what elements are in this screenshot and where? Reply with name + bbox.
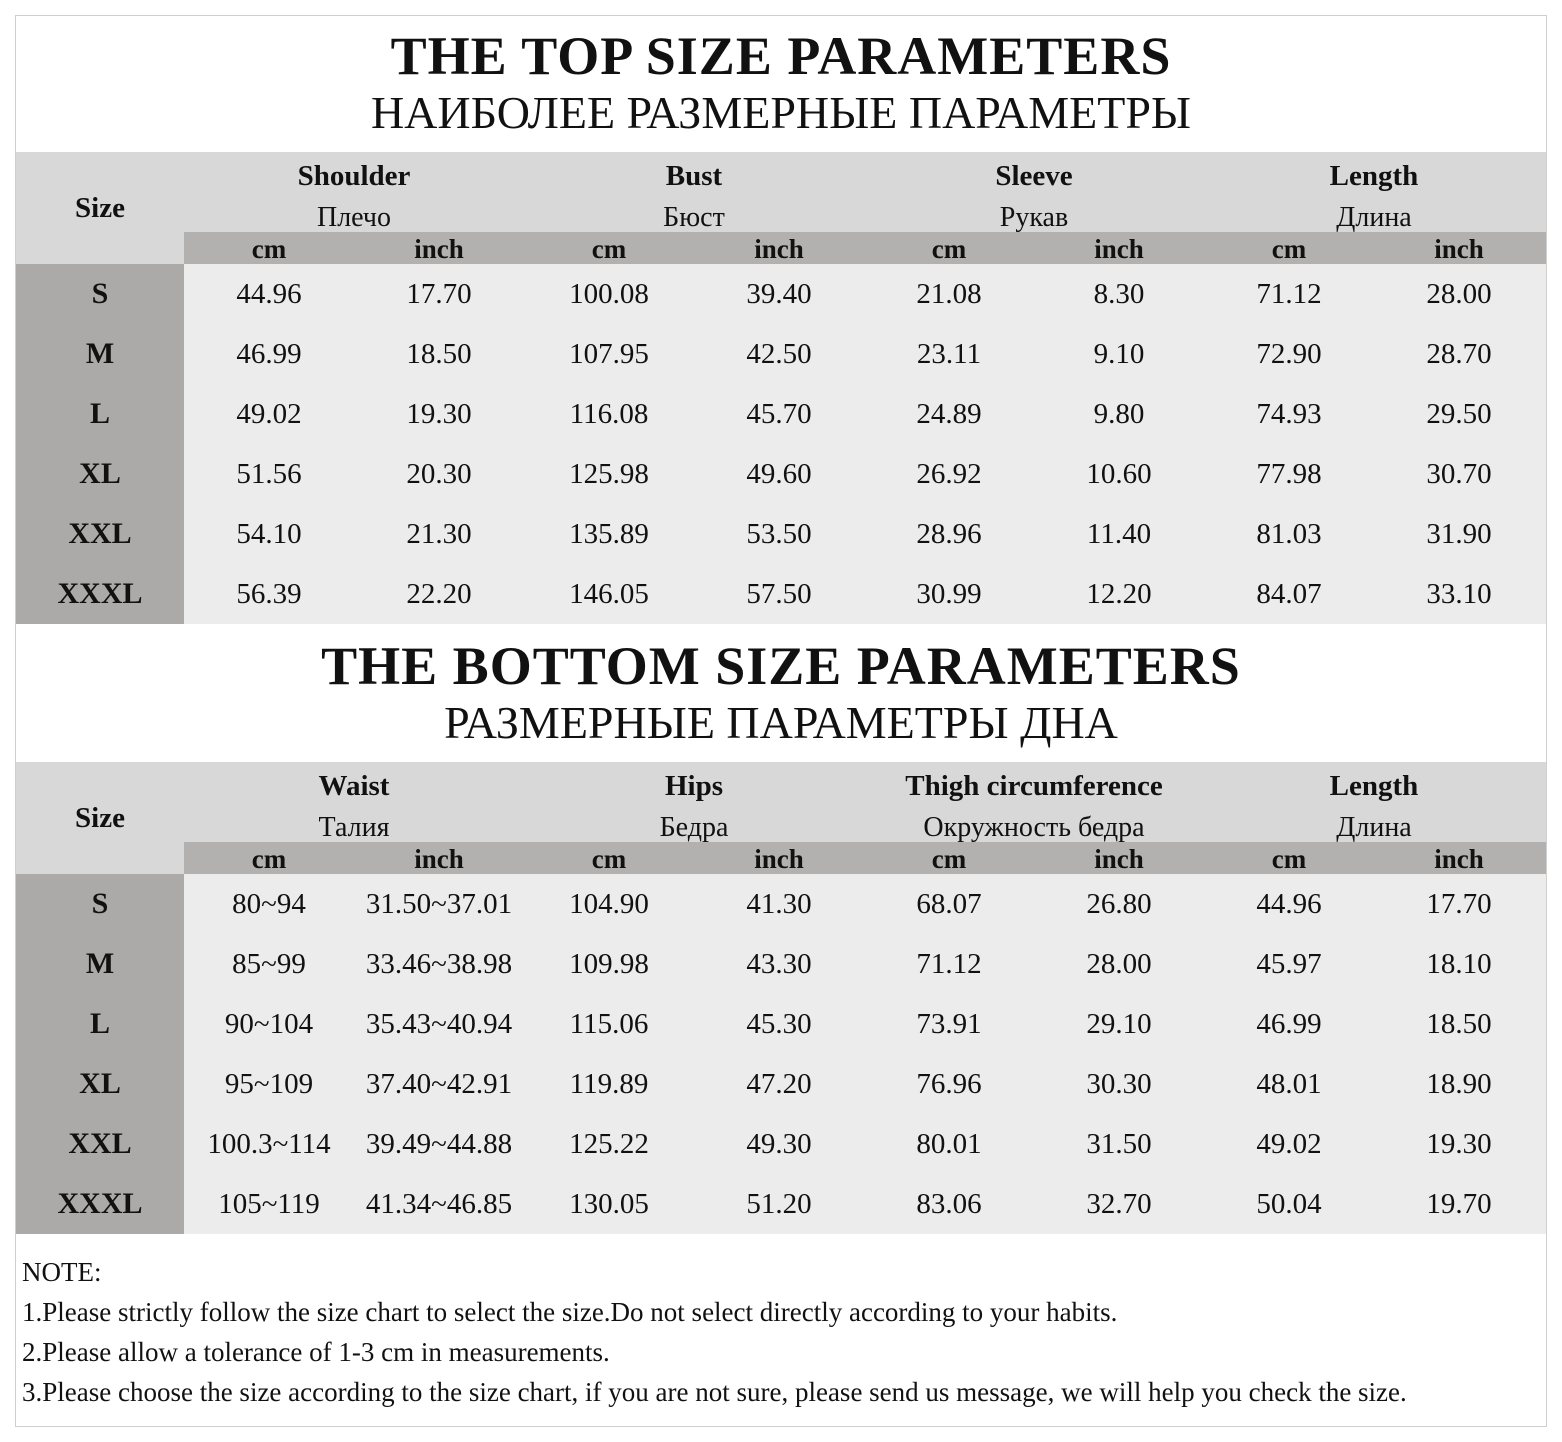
bottom-size-table: [16, 762, 1546, 1234]
value-cell: 46.99: [1256, 1008, 1322, 1040]
table-row: [16, 384, 1546, 444]
value-cell: 21.08: [916, 278, 982, 310]
value-cell: 45.70: [746, 398, 812, 430]
value-cell: 130.05: [569, 1188, 649, 1220]
table-row: [16, 444, 1546, 504]
value-cell: 23.11: [916, 338, 982, 370]
value-cell: 11.40: [1086, 518, 1152, 550]
value-cell: 51.56: [236, 458, 302, 490]
table-row: [16, 1114, 1546, 1174]
unit-label: inch: [1094, 844, 1144, 874]
value-cell: 19.30: [406, 398, 472, 430]
size-cell: XL: [79, 457, 121, 490]
column-group-name: Thigh circumference: [905, 770, 1163, 802]
value-cell: 9.80: [1093, 398, 1145, 430]
value-cell: 125.98: [569, 458, 649, 490]
value-cell: 17.70: [406, 278, 472, 310]
table-row: [16, 994, 1546, 1054]
value-cell: 30.99: [916, 578, 982, 610]
value-cell: 84.07: [1256, 578, 1322, 610]
value-cell: 125.22: [569, 1128, 649, 1160]
value-cell: 8.30: [1093, 278, 1145, 310]
value-cell: 43.30: [746, 948, 812, 980]
column-group-name: Hips: [664, 770, 724, 802]
table-row: [16, 504, 1546, 564]
value-cell: 47.20: [746, 1068, 812, 1100]
unit-label: cm: [931, 234, 967, 264]
column-group-header: [864, 762, 1204, 844]
value-cell: 73.91: [916, 1008, 982, 1040]
value-cell: 81.03: [1256, 518, 1322, 550]
value-cell: 48.01: [1256, 1068, 1322, 1100]
size-cell: XXXL: [57, 1187, 143, 1220]
value-cell: 85~99: [232, 948, 306, 980]
column-group-name: Sleeve: [995, 160, 1073, 192]
value-cell: 28.70: [1426, 338, 1492, 370]
column-group-name: Shoulder: [297, 160, 411, 192]
value-cell: 20.30: [406, 458, 472, 490]
unit-label: inch: [754, 844, 804, 874]
table-row: [16, 1174, 1546, 1234]
value-cell: 26.80: [1086, 888, 1152, 920]
value-cell: 12.20: [1086, 578, 1152, 610]
value-cell: 68.07: [916, 888, 982, 920]
column-group-name-ru: Окружность бедра: [923, 812, 1145, 843]
value-cell: 116.08: [569, 398, 649, 430]
column-group-header: [184, 762, 524, 844]
value-cell: 49.02: [1256, 1128, 1322, 1160]
value-cell: 24.89: [916, 398, 982, 430]
value-cell: 18.50: [1426, 1008, 1492, 1040]
value-cell: 76.96: [916, 1068, 982, 1100]
size-cell: M: [85, 337, 115, 370]
notes: [22, 1252, 1542, 1412]
column-group-header: [1204, 762, 1544, 844]
size-cell: S: [91, 277, 109, 310]
table-row: [16, 264, 1546, 324]
column-group-name-ru: Бедра: [659, 812, 729, 843]
top-title-block: [16, 26, 1546, 140]
unit-label: inch: [414, 234, 464, 264]
value-cell: 56.39: [236, 578, 302, 610]
value-cell: 18.10: [1426, 948, 1492, 980]
value-cell: 31.50~37.01: [365, 888, 513, 920]
value-cell: 135.89: [569, 518, 649, 550]
value-cell: 30.30: [1086, 1068, 1152, 1100]
size-cell: XL: [79, 1067, 121, 1100]
value-cell: 41.34~46.85: [365, 1188, 513, 1220]
size-header: Size: [75, 191, 125, 224]
value-cell: 57.50: [746, 578, 812, 610]
size-header: Size: [75, 801, 125, 834]
column-group-name-ru: Длина: [1336, 202, 1412, 233]
table-row: [16, 874, 1546, 934]
value-cell: 29.10: [1086, 1008, 1152, 1040]
value-cell: 107.95: [569, 338, 649, 370]
value-cell: 49.30: [746, 1128, 812, 1160]
value-cell: 17.70: [1426, 888, 1492, 920]
column-group-name: Waist: [318, 770, 390, 802]
value-cell: 100.3~114: [207, 1128, 331, 1160]
value-cell: 18.50: [406, 338, 472, 370]
size-cell: S: [91, 887, 109, 920]
value-cell: 80.01: [916, 1128, 982, 1160]
value-cell: 90~104: [224, 1008, 314, 1040]
value-cell: 9.10: [1093, 338, 1145, 370]
value-cell: 31.50: [1086, 1128, 1152, 1160]
value-cell: 71.12: [916, 948, 982, 980]
value-cell: 83.06: [916, 1188, 982, 1220]
bottom-title: THE BOTTOM SIZE PARAMETERS: [321, 636, 1241, 696]
bottom-title-ru: РАЗМЕРНЫЕ ПАРАМЕТРЫ ДНА: [444, 697, 1118, 748]
column-group-name: Bust: [665, 160, 723, 192]
column-group-name-ru: Бюст: [663, 202, 725, 233]
size-cell: XXL: [68, 517, 132, 550]
value-cell: 53.50: [746, 518, 812, 550]
notes-heading: NOTE:: [22, 1257, 102, 1287]
bottom-title-block: [16, 636, 1546, 750]
unit-label: cm: [251, 844, 287, 874]
note-line: 3.Please choose the size according to the size chart, if you are not sure, please send us message, we will help you check the size.: [22, 1377, 1407, 1407]
top-size-table: [16, 152, 1546, 624]
column-group-name: Length: [1329, 160, 1419, 192]
column-group-header: [1204, 152, 1544, 234]
value-cell: 104.90: [569, 888, 649, 920]
value-cell: 115.06: [569, 1008, 649, 1040]
value-cell: 74.93: [1256, 398, 1322, 430]
value-cell: 10.60: [1086, 458, 1152, 490]
table-row: [16, 564, 1546, 624]
value-cell: 18.90: [1426, 1068, 1492, 1100]
value-cell: 45.30: [746, 1008, 812, 1040]
value-cell: 109.98: [569, 948, 649, 980]
unit-label: cm: [1271, 844, 1307, 874]
value-cell: 72.90: [1256, 338, 1322, 370]
value-cell: 77.98: [1256, 458, 1322, 490]
column-group-name-ru: Рукав: [999, 202, 1069, 233]
value-cell: 44.96: [1256, 888, 1322, 920]
value-cell: 19.70: [1426, 1188, 1492, 1220]
table-row: [16, 324, 1546, 384]
column-group-name-ru: Талия: [318, 812, 390, 843]
size-cell: M: [85, 947, 115, 980]
unit-label: inch: [414, 844, 464, 874]
value-cell: 49.02: [236, 398, 302, 430]
unit-label: cm: [931, 844, 967, 874]
value-cell: 28.00: [1426, 278, 1492, 310]
value-cell: 33.46~38.98: [365, 948, 513, 980]
unit-label: cm: [251, 234, 287, 264]
size-cell: L: [89, 1007, 110, 1040]
note-line: 1.Please strictly follow the size chart to select the size.Do not select directly according to your habits.: [22, 1297, 1118, 1327]
note-line: 2.Please allow a tolerance of 1-3 cm in measurements.: [22, 1337, 610, 1367]
column-group-header: [864, 152, 1204, 234]
value-cell: 39.40: [746, 278, 812, 310]
value-cell: 42.50: [746, 338, 812, 370]
column-group-header: [184, 152, 524, 234]
value-cell: 49.60: [746, 458, 812, 490]
value-cell: 54.10: [236, 518, 302, 550]
column-group-header: [524, 762, 864, 844]
unit-label: inch: [754, 234, 804, 264]
value-cell: 22.20: [406, 578, 472, 610]
value-cell: 30.70: [1426, 458, 1492, 490]
value-cell: 21.30: [406, 518, 472, 550]
value-cell: 28.00: [1086, 948, 1152, 980]
top-title: THE TOP SIZE PARAMETERS: [390, 26, 1172, 86]
size-cell: XXL: [68, 1127, 132, 1160]
unit-label: cm: [591, 844, 627, 874]
value-cell: 146.05: [569, 578, 649, 610]
value-cell: 28.96: [916, 518, 982, 550]
value-cell: 35.43~40.94: [365, 1008, 513, 1040]
column-group-name-ru: Длина: [1336, 812, 1412, 843]
size-cell: XXXL: [57, 577, 143, 610]
unit-label: cm: [591, 234, 627, 264]
column-group-header: [524, 152, 864, 234]
value-cell: 41.30: [746, 888, 812, 920]
value-cell: 50.04: [1256, 1188, 1322, 1220]
value-cell: 32.70: [1086, 1188, 1152, 1220]
column-group-name: Length: [1329, 770, 1419, 802]
value-cell: 119.89: [569, 1068, 649, 1100]
table-row: [16, 934, 1546, 994]
value-cell: 46.99: [236, 338, 302, 370]
value-cell: 71.12: [1256, 278, 1322, 310]
value-cell: 31.90: [1426, 518, 1492, 550]
value-cell: 33.10: [1426, 578, 1492, 610]
column-group-name-ru: Плечо: [316, 202, 391, 233]
value-cell: 80~94: [232, 888, 306, 920]
unit-label: cm: [1271, 234, 1307, 264]
value-cell: 37.40~42.91: [365, 1068, 513, 1100]
value-cell: 19.30: [1426, 1128, 1492, 1160]
value-cell: 51.20: [746, 1188, 812, 1220]
value-cell: 39.49~44.88: [365, 1128, 513, 1160]
value-cell: 95~109: [224, 1068, 314, 1100]
size-cell: L: [89, 397, 110, 430]
value-cell: 100.08: [569, 278, 649, 310]
value-cell: 44.96: [236, 278, 302, 310]
table-row: [16, 1054, 1546, 1114]
value-cell: 29.50: [1426, 398, 1492, 430]
unit-label: inch: [1094, 234, 1144, 264]
value-cell: 105~119: [218, 1188, 320, 1220]
top-title-ru: НАИБОЛЕЕ РАЗМЕРНЫЕ ПАРАМЕТРЫ: [370, 87, 1192, 138]
value-cell: 45.97: [1256, 948, 1322, 980]
value-cell: 26.92: [916, 458, 982, 490]
unit-label: inch: [1434, 234, 1484, 264]
unit-label: inch: [1434, 844, 1484, 874]
